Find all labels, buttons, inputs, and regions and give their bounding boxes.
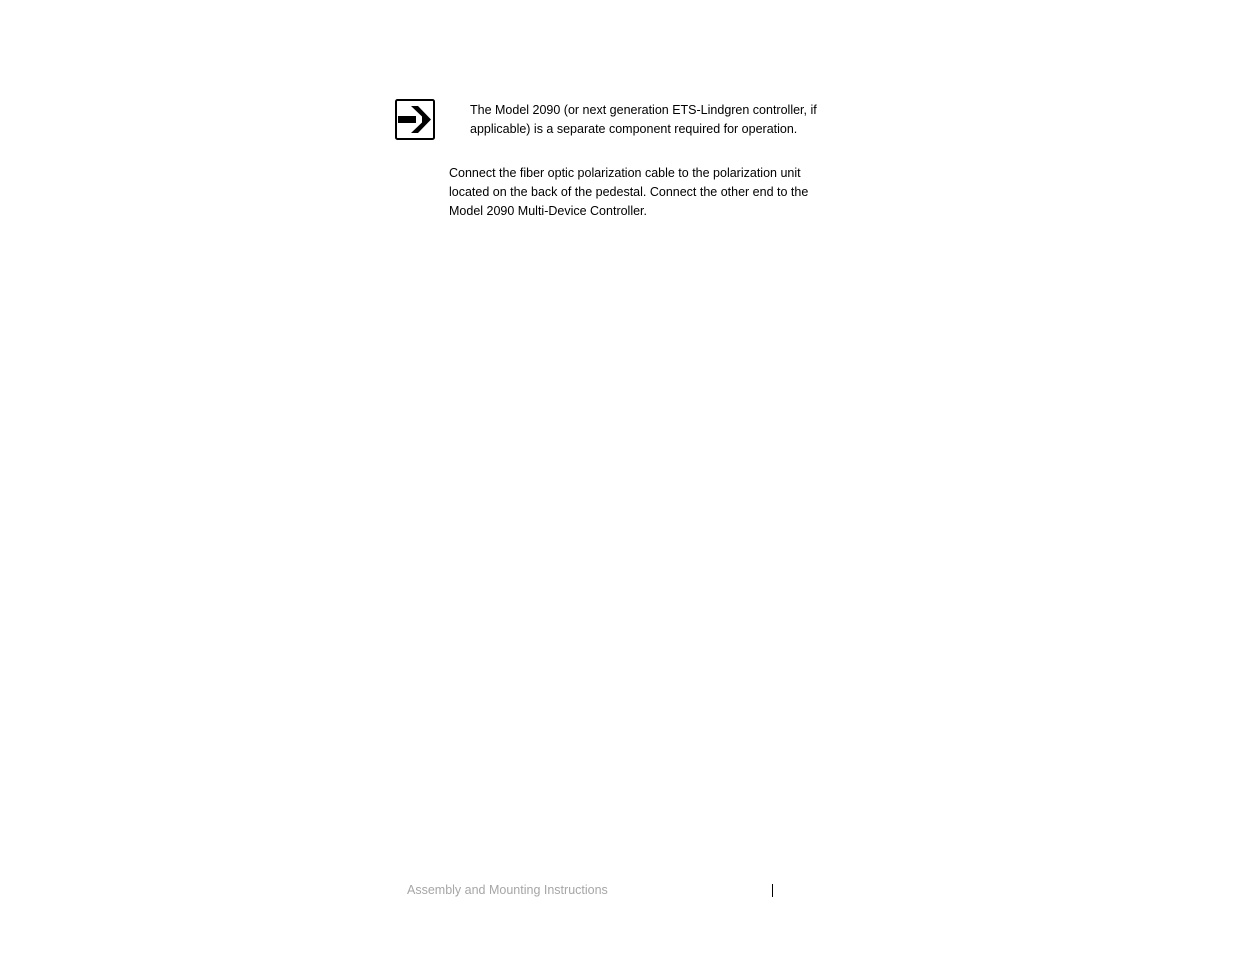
note-text: The Model 2090 (or next generation ETS-Lindgren controller, if applicable) is a separate component required for operation.: [470, 103, 817, 136]
instruction-paragraph: Connect the fiber optic polarization cable to the polarization unit located on the back of the pedestal. Connect the other end to the Model 2090 Multi-Device Controller.: [449, 166, 809, 218]
footer-title: Assembly and Mounting Instructions: [407, 883, 608, 897]
arrow-right-icon: [395, 99, 435, 140]
footer-divider: [772, 884, 773, 897]
